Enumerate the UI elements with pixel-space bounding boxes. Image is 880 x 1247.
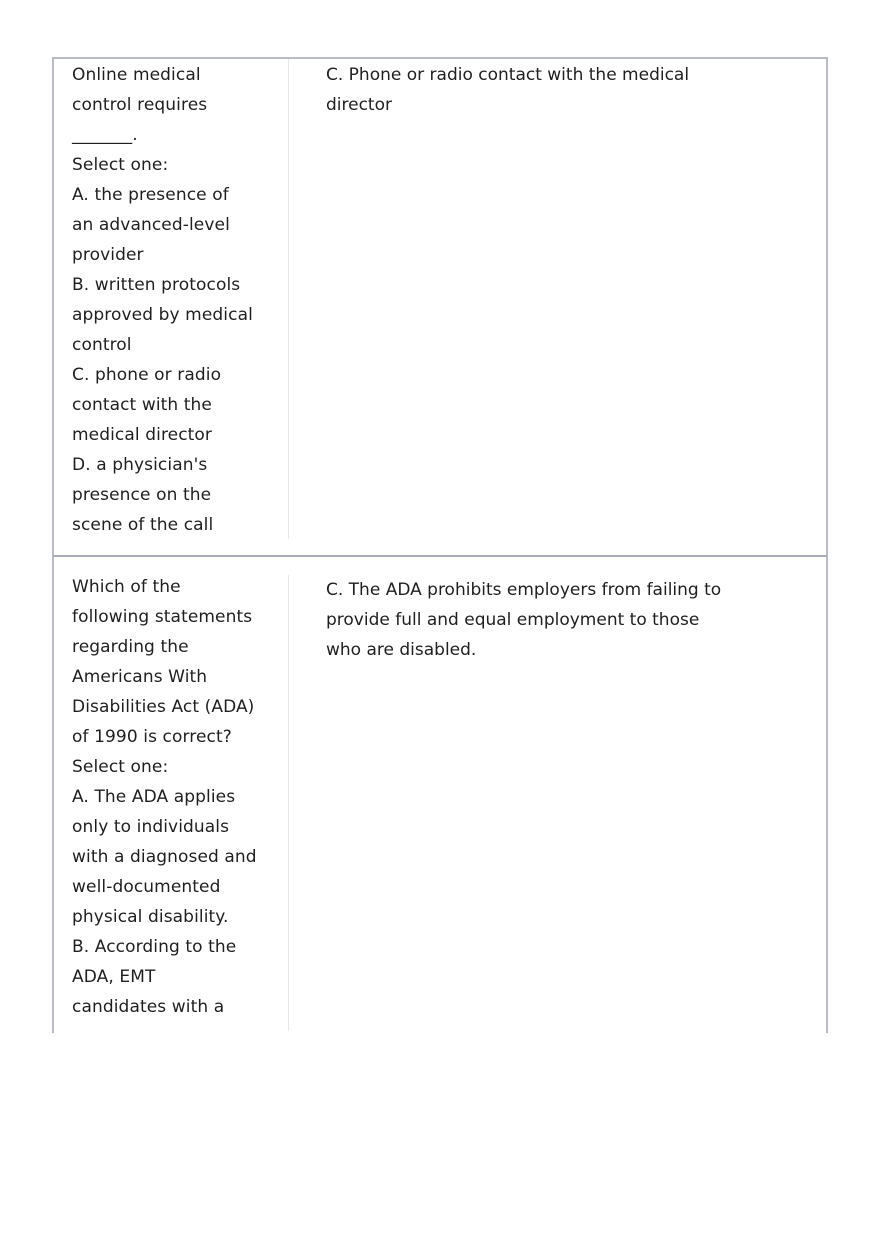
column-divider	[288, 575, 289, 1031]
question-line: B. According to the	[72, 937, 237, 957]
question-line: Americans With	[72, 667, 208, 687]
question-line: of 1990 is correct?	[72, 727, 232, 747]
answer-line: director	[326, 95, 392, 115]
flashcard-2	[52, 557, 828, 1033]
answer-line: C. Phone or radio contact with the medical	[326, 65, 690, 85]
question-line: ADA, EMT	[72, 967, 156, 987]
question-line: A. the presence of	[72, 185, 229, 205]
question-line: scene of the call	[72, 515, 214, 535]
question-line: B. written protocols	[72, 275, 241, 295]
question-line: contact with the	[72, 395, 212, 415]
question-line: well-documented	[72, 877, 221, 897]
question-line: control requires	[72, 95, 208, 115]
question-line: an advanced-level	[72, 215, 230, 235]
card-2-question	[72, 572, 262, 1022]
question-line: regarding the	[72, 637, 189, 657]
question-line: Disabilities Act (ADA)	[72, 697, 255, 717]
question-line: presence on the	[72, 485, 212, 505]
question-line: C. phone or radio	[72, 365, 222, 385]
card-1-question	[72, 60, 262, 540]
question-line: Select one:	[72, 757, 169, 777]
question-line: only to individuals	[72, 817, 230, 837]
question-line: control	[72, 335, 132, 355]
question-line: Select one:	[72, 155, 169, 175]
question-line: Online medical	[72, 65, 201, 85]
question-line: _______.	[72, 125, 138, 145]
question-line: medical director	[72, 425, 213, 445]
question-line: Which of the	[72, 577, 181, 597]
answer-line: provide full and equal employment to those	[326, 610, 700, 630]
answer-line: C. The ADA prohibits employers from failing to	[326, 580, 722, 600]
question-line: following statements	[72, 607, 253, 627]
question-line: candidates with a	[72, 997, 225, 1017]
answer-line: who are disabled.	[326, 640, 477, 660]
question-line: provider	[72, 245, 144, 265]
flashcard-1	[52, 57, 828, 557]
card-2-answer	[326, 575, 746, 665]
question-line: A. The ADA applies	[72, 787, 236, 807]
column-divider	[288, 59, 289, 539]
card-1-answer	[326, 60, 746, 120]
question-line: with a diagnosed and	[72, 847, 257, 867]
question-line: D. a physician's	[72, 455, 208, 475]
question-line: approved by medical	[72, 305, 253, 325]
question-line: physical disability.	[72, 907, 229, 927]
